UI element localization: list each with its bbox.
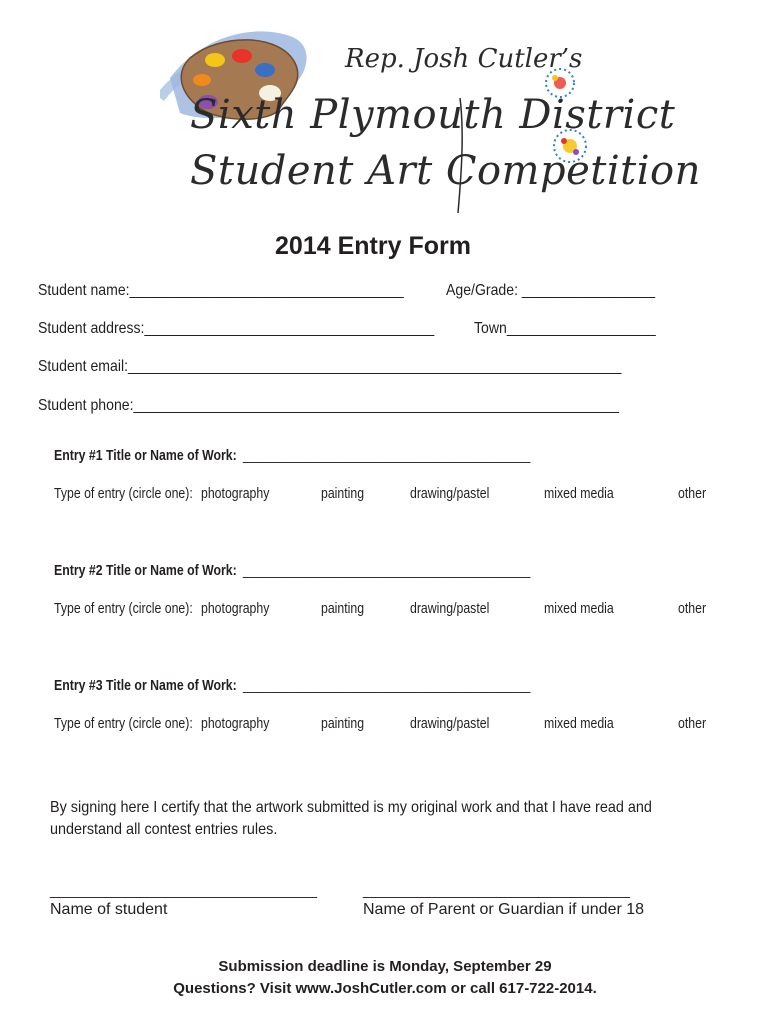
town-field[interactable]: Town___________________ (474, 320, 656, 337)
entry-1-type-label: Type of entry (circle one): (54, 485, 193, 502)
submission-deadline: Submission deadline is Monday, September 29 (218, 958, 552, 975)
age-grade-field[interactable]: Age/Grade: _________________ (446, 282, 656, 299)
student-phone-field[interactable]: Student phone:______________________________________________________________ (38, 397, 620, 414)
logo-line-2: Sixth Plymouth District (190, 92, 676, 138)
entry-1-option-painting[interactable]: painting (321, 485, 365, 502)
entry-1-title-field[interactable]: __________________________________________ (243, 447, 531, 464)
entry-2-option-painting[interactable]: painting (321, 600, 365, 617)
logo-line-1: Rep. Josh Cutler’s (345, 44, 583, 74)
entry-3-type-label: Type of entry (circle one): (54, 715, 193, 732)
entry-2-option-other[interactable]: other (678, 600, 707, 617)
entry-2-title-field[interactable]: __________________________________________ (243, 562, 531, 579)
form-title: 2014 Entry Form (275, 232, 471, 260)
entry-1-option-drawing-pastel[interactable]: drawing/pastel (410, 485, 490, 502)
student-address-field[interactable]: Student address:_____________________________________ (38, 320, 435, 337)
student-email-field[interactable]: Student email:_______________________________________________________________ (38, 358, 622, 375)
entry-3-option-other[interactable]: other (678, 715, 707, 732)
entry-1-option-other[interactable]: other (678, 485, 707, 502)
entry-3-option-photography[interactable]: photography (201, 715, 270, 732)
entry-2-title-label: Entry #2 Title or Name of Work: (54, 562, 237, 579)
entry-3-title-label: Entry #3 Title or Name of Work: (54, 677, 237, 694)
entry-1-title-label: Entry #1 Title or Name of Work: (54, 447, 237, 464)
guardian-signature-line[interactable]: ________________________________ (363, 882, 630, 899)
logo-line-3: Student Art Competition (190, 148, 701, 194)
certification-statement: By signing here I certify that the artwork submitted is my original work and that I have read and understand all contest entries rules. (50, 799, 652, 838)
student-signature-line[interactable]: ________________________________ (50, 882, 317, 899)
entry-3-option-painting[interactable]: painting (321, 715, 365, 732)
student-name-field[interactable]: Student name:___________________________________ (38, 282, 404, 299)
entry-1-option-photography[interactable]: photography (201, 485, 270, 502)
entry-2-option-photography[interactable]: photography (201, 600, 270, 617)
entry-2-option-drawing-pastel[interactable]: drawing/pastel (410, 600, 490, 617)
entry-3-title-field[interactable]: __________________________________________ (243, 677, 531, 694)
entry-3-option-mixed-media[interactable]: mixed media (544, 715, 614, 732)
entry-2-type-label: Type of entry (circle one): (54, 600, 193, 617)
entry-3-option-drawing-pastel[interactable]: drawing/pastel (410, 715, 490, 732)
questions-contact: Questions? Visit www.JoshCutler.com or call 617-722-2014. (173, 980, 597, 997)
entry-2-option-mixed-media[interactable]: mixed media (544, 600, 614, 617)
guardian-signature-label: Name of Parent or Guardian if under 18 (363, 901, 645, 918)
entry-1-option-mixed-media[interactable]: mixed media (544, 485, 614, 502)
student-signature-label: Name of student (50, 901, 168, 918)
